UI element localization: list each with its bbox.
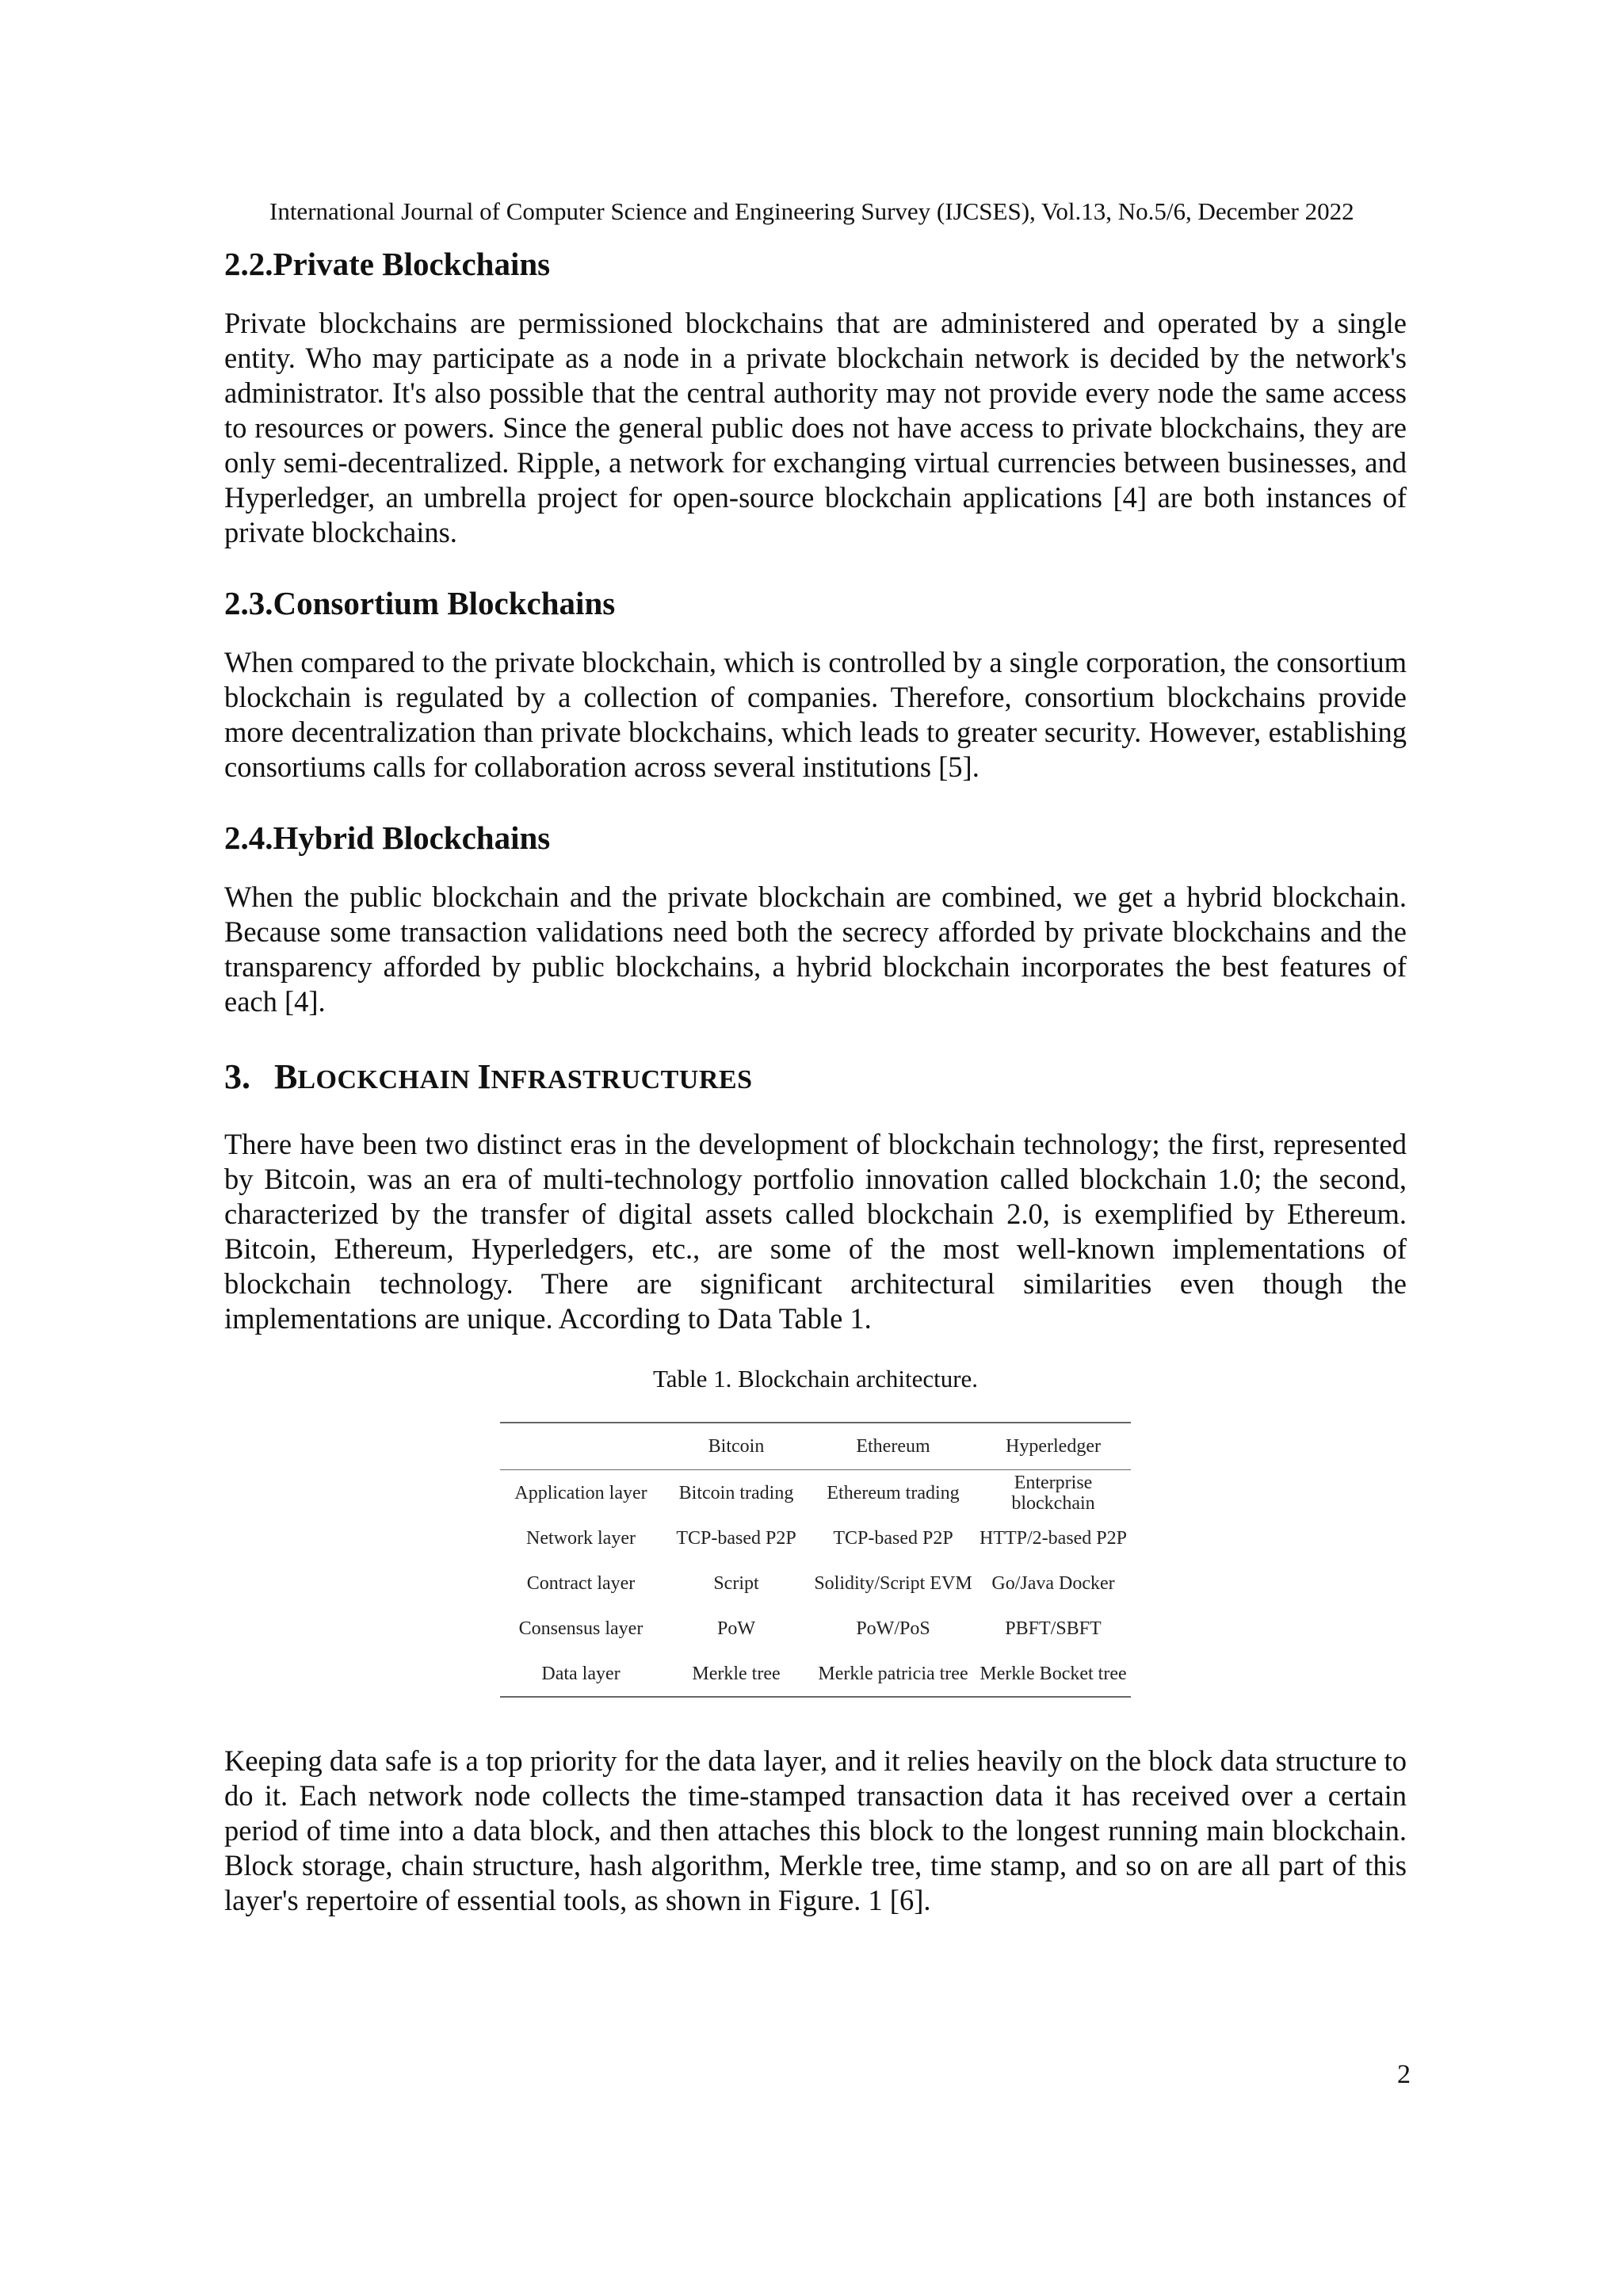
heading-blockchain-infrastructures [224, 1054, 1407, 1103]
page-number: 2 [1397, 2060, 1411, 2089]
paragraph-data-layer: Keeping data safe is a top priority for the data layer, and it relies heavily on the block data structure to do it. Each network node collects the time-stamped transaction data it has received over a certain period of time into a data block, and then attaches this block to the longest running main blockchain. Block storage, chain structure, hash algorithm, Merkle tree, time stamp, and so on are all part of this layer's repertoire of essential tools, as shown in Figure. 1 [6]. [224, 1744, 1407, 1916]
table-caption: Table 1. Blockchain architecture. [652, 1365, 979, 1392]
table-cell: Enterprise blockchain [1011, 1472, 1095, 1514]
page-content [224, 243, 1407, 1918]
section-number: 3. [224, 1057, 250, 1096]
heading-private-blockchains: 2.2.Private Blockchains [224, 246, 551, 282]
table-cell: Solidity/Script EVM [814, 1572, 972, 1594]
table-header-cell: Hyperledger [976, 1423, 1131, 1470]
paragraph-hybrid-blockchains: When the public blockchain and the private blockchain are combined, we get a hybrid blockchain. Because some transaction validations need both the secrecy afforded by private blockchains and the transparency afforded by public blockchains, a hybrid blockchain incorporates the best features of each [4]. [224, 881, 1407, 1018]
paragraph-consortium-blockchains: When compared to the private blockchain, which is controlled by a single corporation, the consortium blockchain is regulated by a collection of companies. Therefore, consortium blockchains provide more decentralization than private blockchains, which leads to greater security. However, establishing consortiums calls for collaboration across several institutions [5]. [224, 646, 1407, 783]
table-cell: Contract layer [526, 1572, 636, 1594]
blockchain-architecture-table [500, 1422, 1131, 1698]
table-cell: Go/Java Docker [991, 1572, 1115, 1594]
table-cell: PoW/PoS [856, 1618, 930, 1639]
table-wrapper [500, 1422, 1131, 1698]
section-title-part: B [274, 1057, 298, 1096]
table-cell: TCP-based P2P [833, 1527, 953, 1549]
table-header-row [500, 1423, 1131, 1470]
table-cell: Bitcoin trading [678, 1482, 794, 1503]
table-cell: Merkle tree [662, 1651, 811, 1697]
table-row [500, 1515, 1131, 1561]
table-cell: Ethereum trading [827, 1482, 960, 1503]
table-cell: HTTP/2-based P2P [980, 1527, 1127, 1549]
table-cell: Merkle patricia tree [811, 1651, 976, 1697]
table-cell: Application layer [514, 1482, 647, 1503]
table-header-cell: Ethereum [811, 1423, 976, 1470]
heading-consortium-blockchains: 2.3.Consortium Blockchains [224, 585, 616, 621]
table-row [500, 1470, 1131, 1516]
paragraph-private-blockchains: Private blockchains are permissioned blockchains that are administered and operated by a single entity. Who may participate as a node in a private blockchain network is decided by the network's administrator. It's also possible that the central authority may not provide every node the same access to resources or powers. Since the general public does not have access to private blockchains, they are only semi-decentralized. Ripple, a network for exchanging virtual currencies between businesses, and Hyperledger, an umbrella project for open-source blockchain applications [4] are both instances of private blockchains. [224, 307, 1407, 548]
table-header-cell [500, 1423, 662, 1470]
section-title-part: I [477, 1057, 491, 1096]
table-row [500, 1651, 1131, 1697]
table-cell: TCP-based P2P [676, 1527, 796, 1549]
section-title-part: LOCKCHAIN [297, 1065, 478, 1095]
table-cell: Script [713, 1572, 759, 1594]
table-cell: PBFT/SBFT [1005, 1618, 1102, 1639]
table-cell: PoW [717, 1618, 755, 1639]
table-cell: Data layer [500, 1651, 662, 1697]
paragraph-infrastructures-intro: There have been two distinct eras in the development of blockchain technology; the first, represented by Bitcoin, was an era of multi-technology portfolio innovation called blockchain 1.0; the second, characterized by the transfer of digital assets called blockchain 2.0, is exemplified by Ethereum. Bitcoin, Ethereum, Hyperledgers, etc., are some of the most well-known implementations of blockchain technology. There are significant architectural similarities even though the implementations are unique. According to Data Table 1. [224, 1128, 1407, 1335]
running-header: International Journal of Computer Science and Engineering Survey (IJCSES), Vol.13, No.5/6, December 2022 [269, 197, 1354, 225]
table-cell: Merkle Bocket tree [976, 1651, 1131, 1697]
heading-hybrid-blockchains: 2.4.Hybrid Blockchains [224, 819, 551, 856]
section-title-part: NFRASTRUCTURES [491, 1065, 753, 1095]
table-cell: Network layer [526, 1527, 636, 1549]
table-header-cell: Bitcoin [662, 1423, 811, 1470]
table-row [500, 1606, 1131, 1651]
table-row [500, 1561, 1131, 1606]
table-cell: Consensus layer [518, 1618, 643, 1639]
